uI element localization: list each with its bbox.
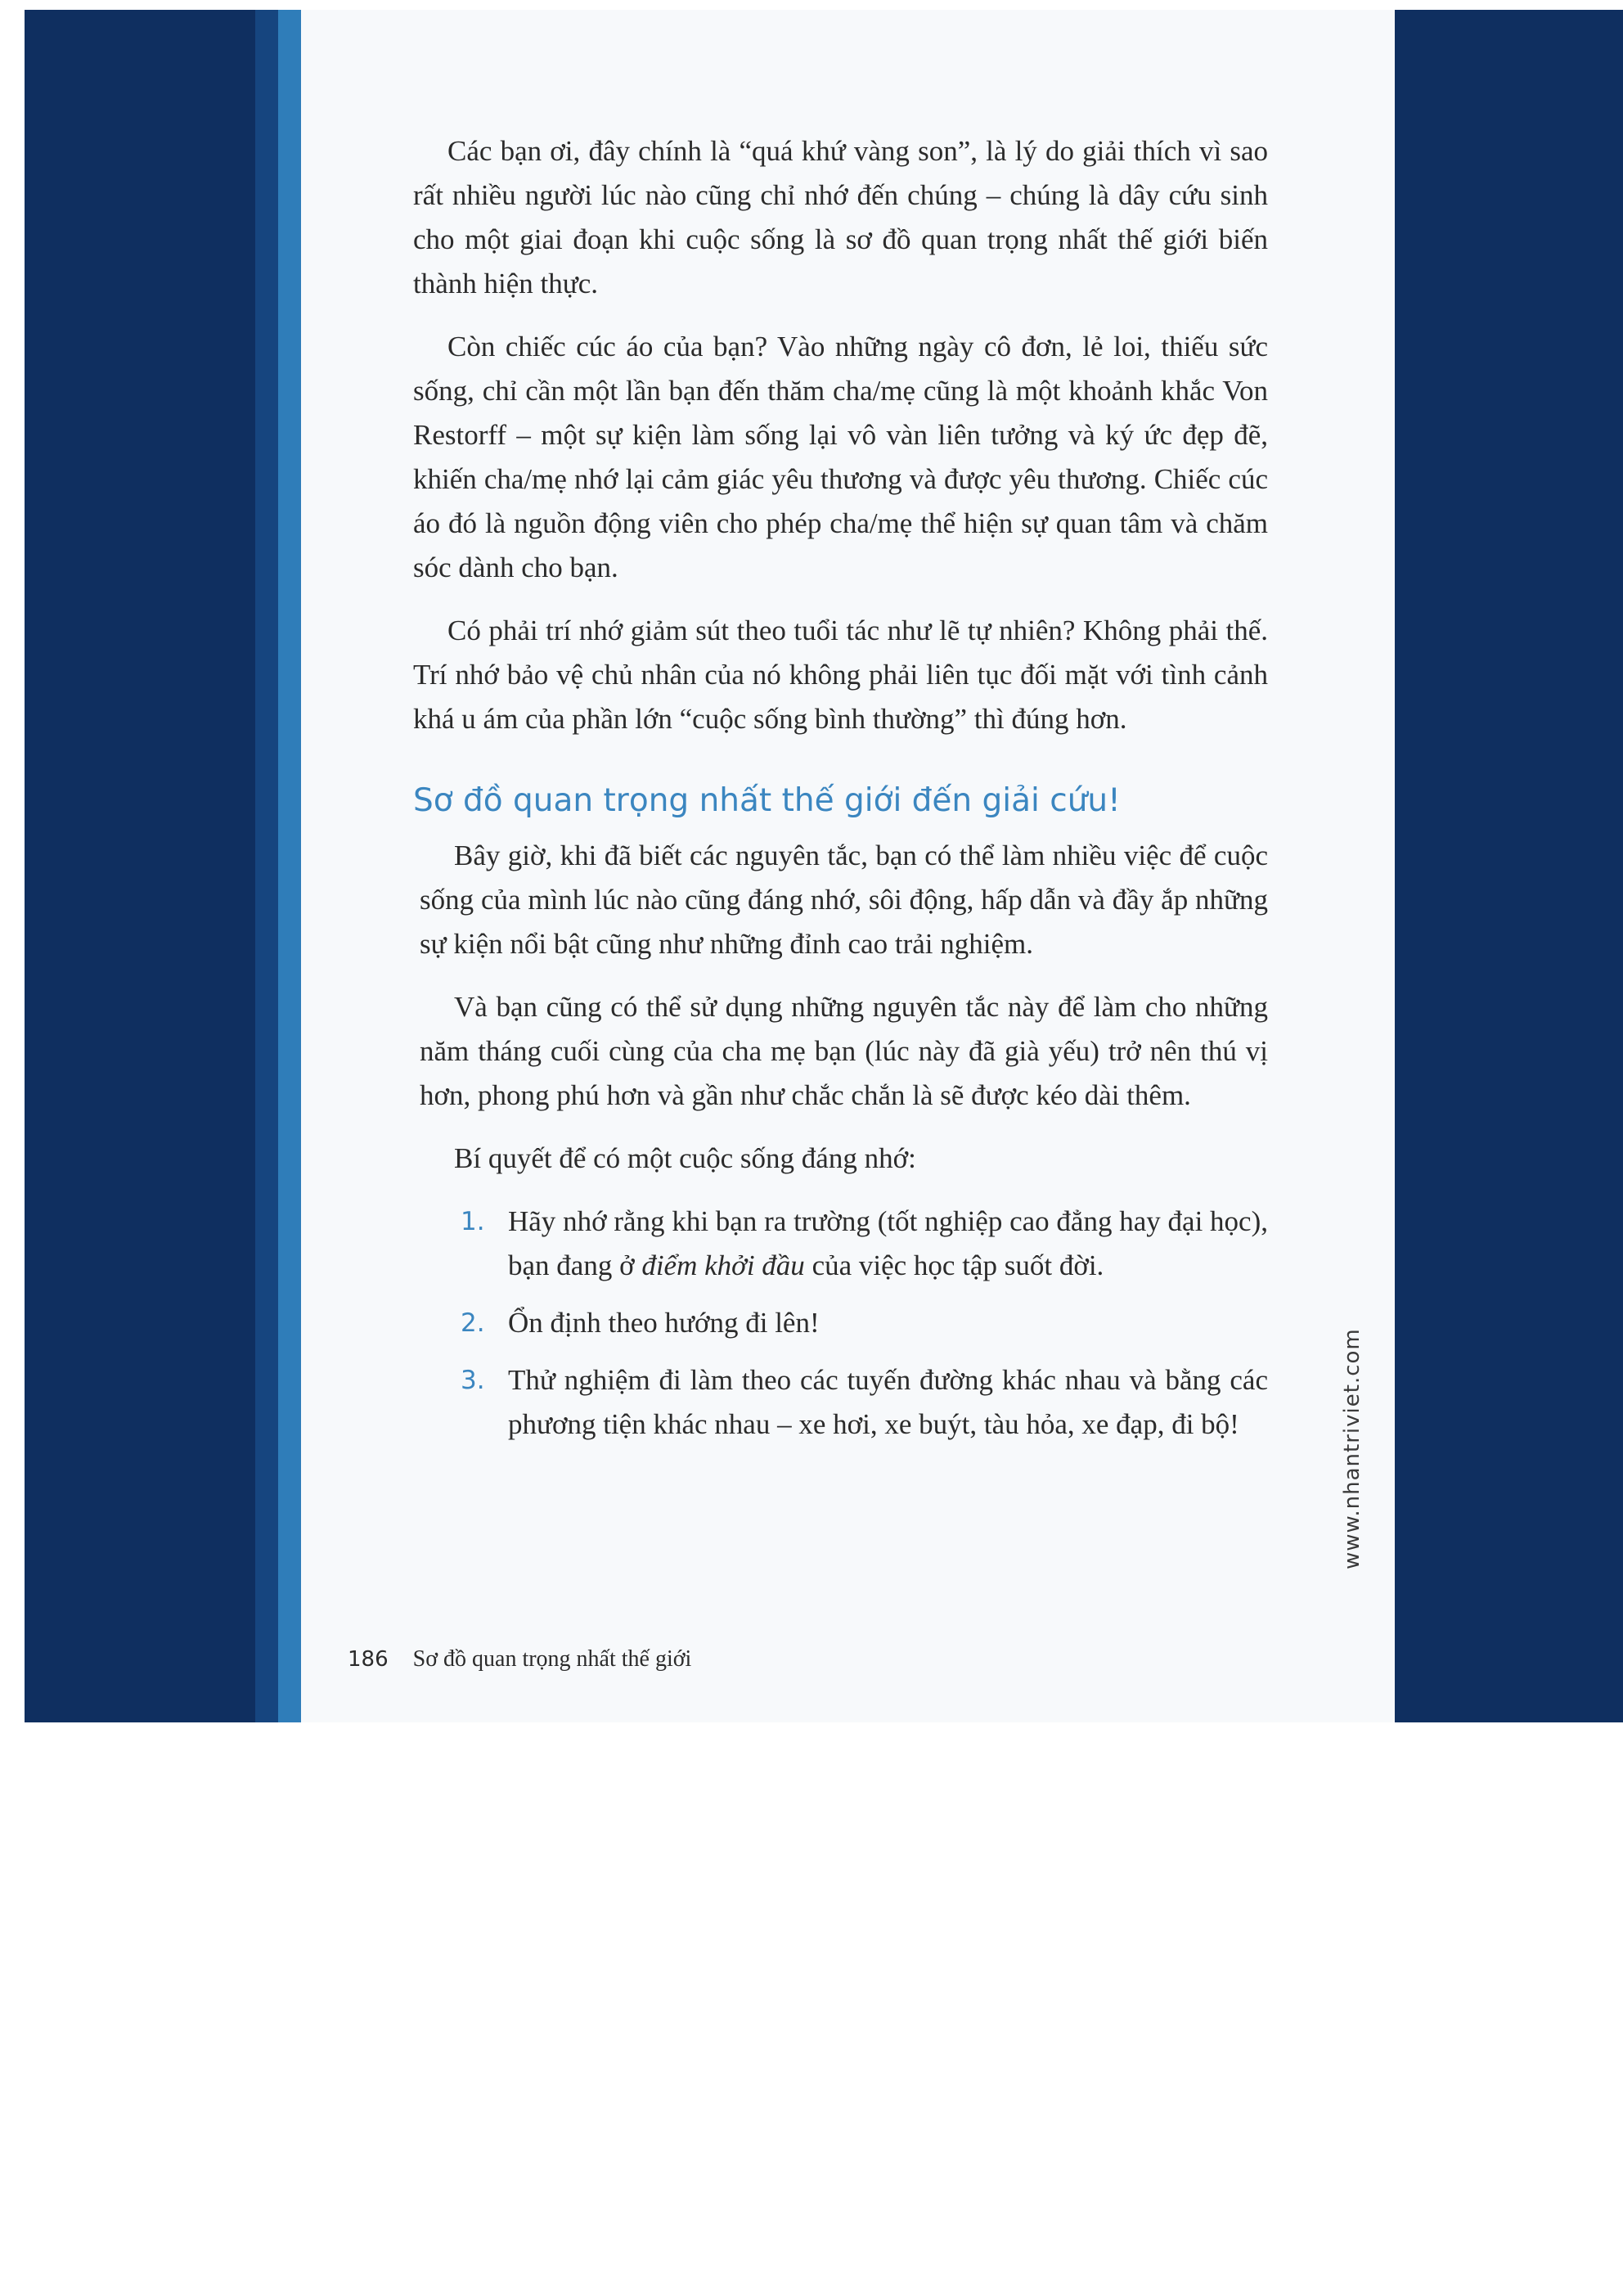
paragraph: Có phải trí nhớ giảm sút theo tuổi tác như lẽ tự nhiên? Không phải thế. Trí nhớ bảo vệ chủ nhân của nó không phải liên tục đối mặt với tình cảnh khá u ám của phần lớn “cuộc sống bình thường” thì đúng hơn. [413, 615, 1268, 735]
section-heading: Sơ đồ quan trọng nhất thế giới đến giải cứu! [413, 782, 1121, 819]
list-text: Thử nghiệm đi làm theo các tuyến đường khác nhau và bằng các phương tiện khác nhau – xe hơi, xe buýt, tàu hỏa, xe đạp, đi bộ! [508, 1364, 1268, 1440]
paragraph: Còn chiếc cúc áo của bạn? Vào những ngày cô đơn, lẻ loi, thiếu sức sống, chỉ cần một lần bạn đến thăm cha/mẹ cũng là một khoảnh khắc Von Restorff – một sự kiện làm sống lại vô vàn liên tưởng và ký ức đẹp đẽ, khiến cha/mẹ nhớ lại cảm giác yêu thương và được yêu thương. Chiếc cúc áo đó là nguồn động viên cho phép cha/mẹ thể hiện sự quan tâm và chăm sóc dành cho bạn. [413, 331, 1268, 583]
list-text [508, 1200, 1268, 1288]
page-content [413, 129, 1268, 1460]
list-item [420, 1358, 1268, 1447]
book-spine-edge [255, 10, 278, 1722]
running-title: Sơ đồ quan trọng nhất thế giới [412, 1646, 692, 1672]
list-number: 3. [461, 1366, 485, 1395]
list-number: 1. [461, 1207, 485, 1236]
page-footer [348, 1646, 691, 1672]
list-text-part: của việc học tập suốt đời. [804, 1249, 1104, 1281]
list-intro: Bí quyết để có một cuộc sống đáng nhớ: [454, 1142, 916, 1174]
page-number: 186 [348, 1647, 389, 1672]
paragraph: Các bạn ơi, đây chính là “quá khứ vàng son”, là lý do giải thích vì sao rất nhiều người lúc nào cũng chỉ nhớ đến chúng – chúng là dây cứu sinh cho một giai đoạn khi cuộc sống là sơ đồ quan trọng nhất thế giới biến thành hiện thực. [413, 135, 1268, 299]
page-accent-strip [278, 10, 301, 1722]
section-body [413, 834, 1268, 1447]
tips-list [420, 1200, 1268, 1447]
list-item [420, 1301, 1268, 1345]
list-text: Ổn định theo hướng đi lên! [508, 1307, 820, 1339]
paragraph: Bây giờ, khi đã biết các nguyên tắc, bạn có thể làm nhiều việc để cuộc sống của mình lúc nào cũng đáng nhớ, sôi động, hấp dẫn và đầy ắp những sự kiện nổi bật cũng như những đỉnh cao trải nghiệm. [420, 840, 1268, 960]
list-number: 2. [461, 1308, 485, 1338]
list-text-part: Hãy nhớ rằng khi bạn ra trường (tốt nghiệp cao đẳng hay đại học), bạn đang ở [508, 1205, 1268, 1281]
publisher-url-text: www.nhantriviet.com [1340, 1328, 1364, 1569]
list-text-emphasis: điểm khởi đầu [641, 1249, 805, 1281]
paragraph: Và bạn cũng có thể sử dụng những nguyên tắc này để làm cho những năm tháng cuối cùng của cha mẹ bạn (lúc này đã già yếu) trở nên thú vị hơn, phong phú hơn và gần như chắc chắn là sẽ được kéo dài thêm. [420, 991, 1268, 1111]
list-item [420, 1200, 1268, 1288]
